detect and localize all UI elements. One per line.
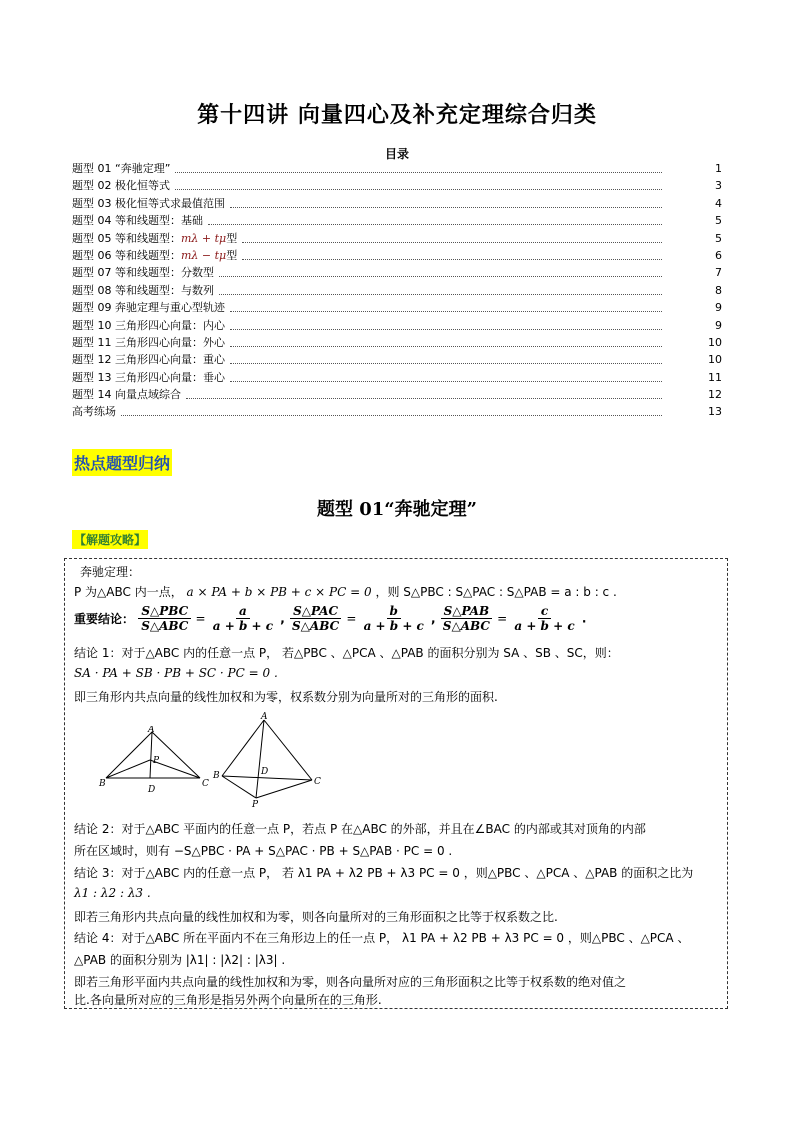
- toc-item-label: 题型 07 等和线题型：分数型: [72, 264, 217, 281]
- important-label: 重要结论：: [74, 612, 135, 626]
- toc-item-page: 7: [715, 266, 722, 280]
- toc-leader-dots: [219, 276, 662, 277]
- conclusion-2-line-1: 结论 2：对于△ABC 平面内的任意一点 P，若点 P 在△ABC 的外部，并且在∠BAC 的内部或其对顶角的内部: [74, 822, 646, 836]
- toc-item-label: 题型 14 向量点域综合: [72, 386, 184, 403]
- theorem-statement: [74, 583, 617, 600]
- toc-item-label: 高考练场: [72, 403, 119, 420]
- toc-leader-dots: [230, 329, 662, 330]
- toc-leader-dots: [219, 294, 662, 295]
- toc-item-page: 9: [715, 301, 722, 315]
- conclusion-1-line-3: 即三角形内共点向量的线性加权和为零，权系数分别为向量所对的三角形的面积.: [74, 690, 498, 704]
- important-conclusion: 重要结论： $\frac{\text{S△PBC}}{\text{S△ABC}}$ = $\frac{a}{a + b + c}$ , $\frac{\text{S△PAC}}{\text{S△ABC}}$ = $\frac{b}{a + b + c}$ , $\frac{\text{S△PAB}}{\text{S△ABC}}$ = $\frac{c}{a + b + c}$ .: [74, 604, 587, 633]
- section-banner: 热点题型归纳: [72, 449, 172, 476]
- fig2-label-d: D: [261, 767, 269, 777]
- toc-leader-dots: [242, 259, 662, 260]
- toc-item-label: 题型 01 “奔驰定理”: [72, 160, 173, 177]
- toc-item-label: 题型 06 等和线题型：mλ − tμ型: [72, 247, 240, 264]
- conclusion-4-line-1: 结论 4：对于△ABC 所在平面内不在三角形边上的任一点 P， λ1 PA + λ2 PB + λ3 PC = 0 ，则△PBC 、△PCA 、: [74, 931, 690, 945]
- toc-item-label: 题型 02 极化恒等式: [72, 177, 173, 194]
- ratio-fraction-1: $\frac{\text{S△PBC}}{\text{S△ABC}}$: [138, 604, 191, 633]
- triangle-figure-interior: [96, 726, 216, 798]
- toc-leader-dots: [175, 172, 662, 173]
- ratio-fraction-2: $\frac{\text{S△PAC}}{\text{S△ABC}}$: [292, 604, 340, 633]
- toc-item-page: 12: [708, 388, 722, 402]
- fig2-label-p: P: [252, 800, 259, 808]
- toc-item[interactable]: [72, 351, 722, 368]
- conclusion-4-line-3: 即若三角形平面内共点向量的线性加权和为零，则各向量所对应的三角形面积之比等于权系数的绝对值之: [74, 975, 627, 989]
- fig2-label-c: C: [314, 777, 321, 787]
- ratio-value-3: $\frac{c}{a + b + c}$: [514, 604, 575, 633]
- toc-item-page: 6: [715, 248, 722, 262]
- toc-item[interactable]: [72, 177, 722, 194]
- toc-item-page: 4: [715, 196, 722, 210]
- toc-item-label: 题型 09 奔驰定理与重心型轨迹: [72, 299, 228, 316]
- toc-item-page: 11: [708, 370, 722, 384]
- toc-item[interactable]: [72, 195, 722, 212]
- theorem-intro: 奔驰定理：: [80, 565, 141, 579]
- table-of-contents: [72, 160, 722, 421]
- toc-leader-dots: [230, 207, 662, 208]
- toc-item-page: 5: [715, 231, 722, 245]
- toc-item-page: 10: [708, 353, 722, 367]
- conclusion-3-line-2: λ1 : λ2 : λ3 .: [74, 886, 151, 900]
- toc-item-page: 3: [715, 179, 722, 193]
- fig1-label-p: P: [153, 756, 160, 766]
- toc-item[interactable]: [72, 230, 722, 247]
- fig2-label-a: A: [261, 712, 268, 722]
- toc-item-page: 13: [708, 405, 722, 419]
- toc-item-page: 5: [715, 214, 722, 228]
- toc-item-label: 题型 04 等和线题型：基础: [72, 212, 206, 229]
- ratio-fraction-3: $\frac{\text{S△PAB}}{\text{S△ABC}}$: [440, 604, 493, 633]
- fig1-label-c: C: [202, 779, 209, 789]
- toc-item[interactable]: [72, 317, 722, 334]
- toc-item[interactable]: [72, 212, 722, 229]
- toc-item-page: 10: [708, 335, 722, 349]
- toc-item[interactable]: [72, 247, 722, 264]
- toc-heading: 目录: [384, 147, 409, 161]
- theorem-equation: a × PA + b × PB + c × PC = 0: [186, 585, 372, 599]
- toc-leader-dots: [230, 311, 662, 312]
- conclusion-1-line-1: 结论 1：对于△ABC 内的任意一点 P， 若△PBC 、△PCA 、△PAB 的面积分别为 SA 、SB 、SC，则：: [74, 646, 619, 660]
- toc-item-label: 题型 13 三角形四心向量：垂心: [72, 369, 228, 386]
- strategy-tag: 【解题攻略】: [72, 530, 148, 549]
- toc-leader-dots: [186, 398, 662, 399]
- ratio-value-1: $\frac{a}{a + b + c}$: [212, 604, 274, 633]
- toc-item-label: 题型 12 三角形四心向量：重心: [72, 351, 228, 368]
- conclusion-3-line-1: 结论 3：对于△ABC 内的任意一点 P， 若 λ1 PA + λ2 PB + λ3 PC = 0 ，则△PBC 、△PCA 、△PAB 的面积之比为: [74, 866, 694, 880]
- conclusion-4-line-4: 比.各向量所对应的三角形是指另外两个向量所在的三角形.: [74, 993, 382, 1007]
- toc-item-page: 9: [715, 318, 722, 332]
- toc-item[interactable]: [72, 160, 722, 177]
- toc-item[interactable]: [72, 282, 722, 299]
- section-title: 题型 01“奔驰定理”: [316, 499, 478, 520]
- toc-item[interactable]: [72, 264, 722, 281]
- toc-item[interactable]: [72, 334, 722, 351]
- fig1-label-d: D: [148, 785, 156, 795]
- ratio-value-2: $\frac{b}{a + b + c}$: [363, 604, 424, 633]
- toc-leader-dots: [121, 415, 662, 416]
- toc-item-label: 题型 05 等和线题型：mλ + tμ型: [72, 230, 240, 247]
- page-title: 第十四讲 向量四心及补充定理综合归类: [197, 102, 597, 128]
- toc-leader-dots: [230, 346, 662, 347]
- toc-leader-dots: [242, 242, 662, 243]
- toc-item-label: 题型 10 三角形四心向量：内心: [72, 317, 228, 334]
- toc-item[interactable]: [72, 403, 722, 420]
- toc-item[interactable]: [72, 386, 722, 403]
- conclusion-1-line-2: SA · PA + SB · PB + SC · PC = 0 .: [74, 666, 278, 680]
- toc-item-label: 题型 08 等和线题型：与数列: [72, 282, 217, 299]
- toc-item-page: 1: [715, 162, 722, 175]
- toc-item-formula: mλ + tμ: [181, 231, 227, 245]
- fig1-label-a: A: [148, 726, 155, 735]
- toc-item-formula: mλ − tμ: [181, 248, 227, 262]
- fig1-label-b: B: [99, 779, 106, 789]
- toc-leader-dots: [175, 189, 662, 190]
- toc-item-label: 题型 03 极化恒等式求最值范围: [72, 195, 228, 212]
- conclusion-2-line-2: 所在区域时，则有 −S△PBC · PA + S△PAC · PB + S△PAB · PC = 0 .: [74, 844, 453, 858]
- toc-leader-dots: [230, 381, 662, 382]
- conclusion-4-line-2: △PAB 的面积分别为 |λ1| : |λ2| : |λ3| .: [74, 953, 286, 967]
- toc-item[interactable]: [72, 299, 722, 316]
- fig2-label-b: B: [213, 771, 220, 781]
- toc-item[interactable]: [72, 369, 722, 386]
- toc-leader-dots: [208, 224, 662, 225]
- theorem-statement-c: ，则 S△PBC : S△PAC : S△PAB = a : b : c .: [375, 585, 617, 599]
- toc-item-page: 8: [715, 283, 722, 297]
- conclusion-3-line-3: 即若三角形内共点向量的线性加权和为零，则各向量所对的三角形面积之比等于权系数之比.: [74, 910, 558, 924]
- toc-item-label: 题型 11 三角形四心向量：外心: [72, 334, 228, 351]
- triangle-figure-exterior: [208, 712, 328, 808]
- toc-leader-dots: [230, 363, 662, 364]
- theorem-statement-a: P 为△ABC 内一点，: [74, 585, 183, 599]
